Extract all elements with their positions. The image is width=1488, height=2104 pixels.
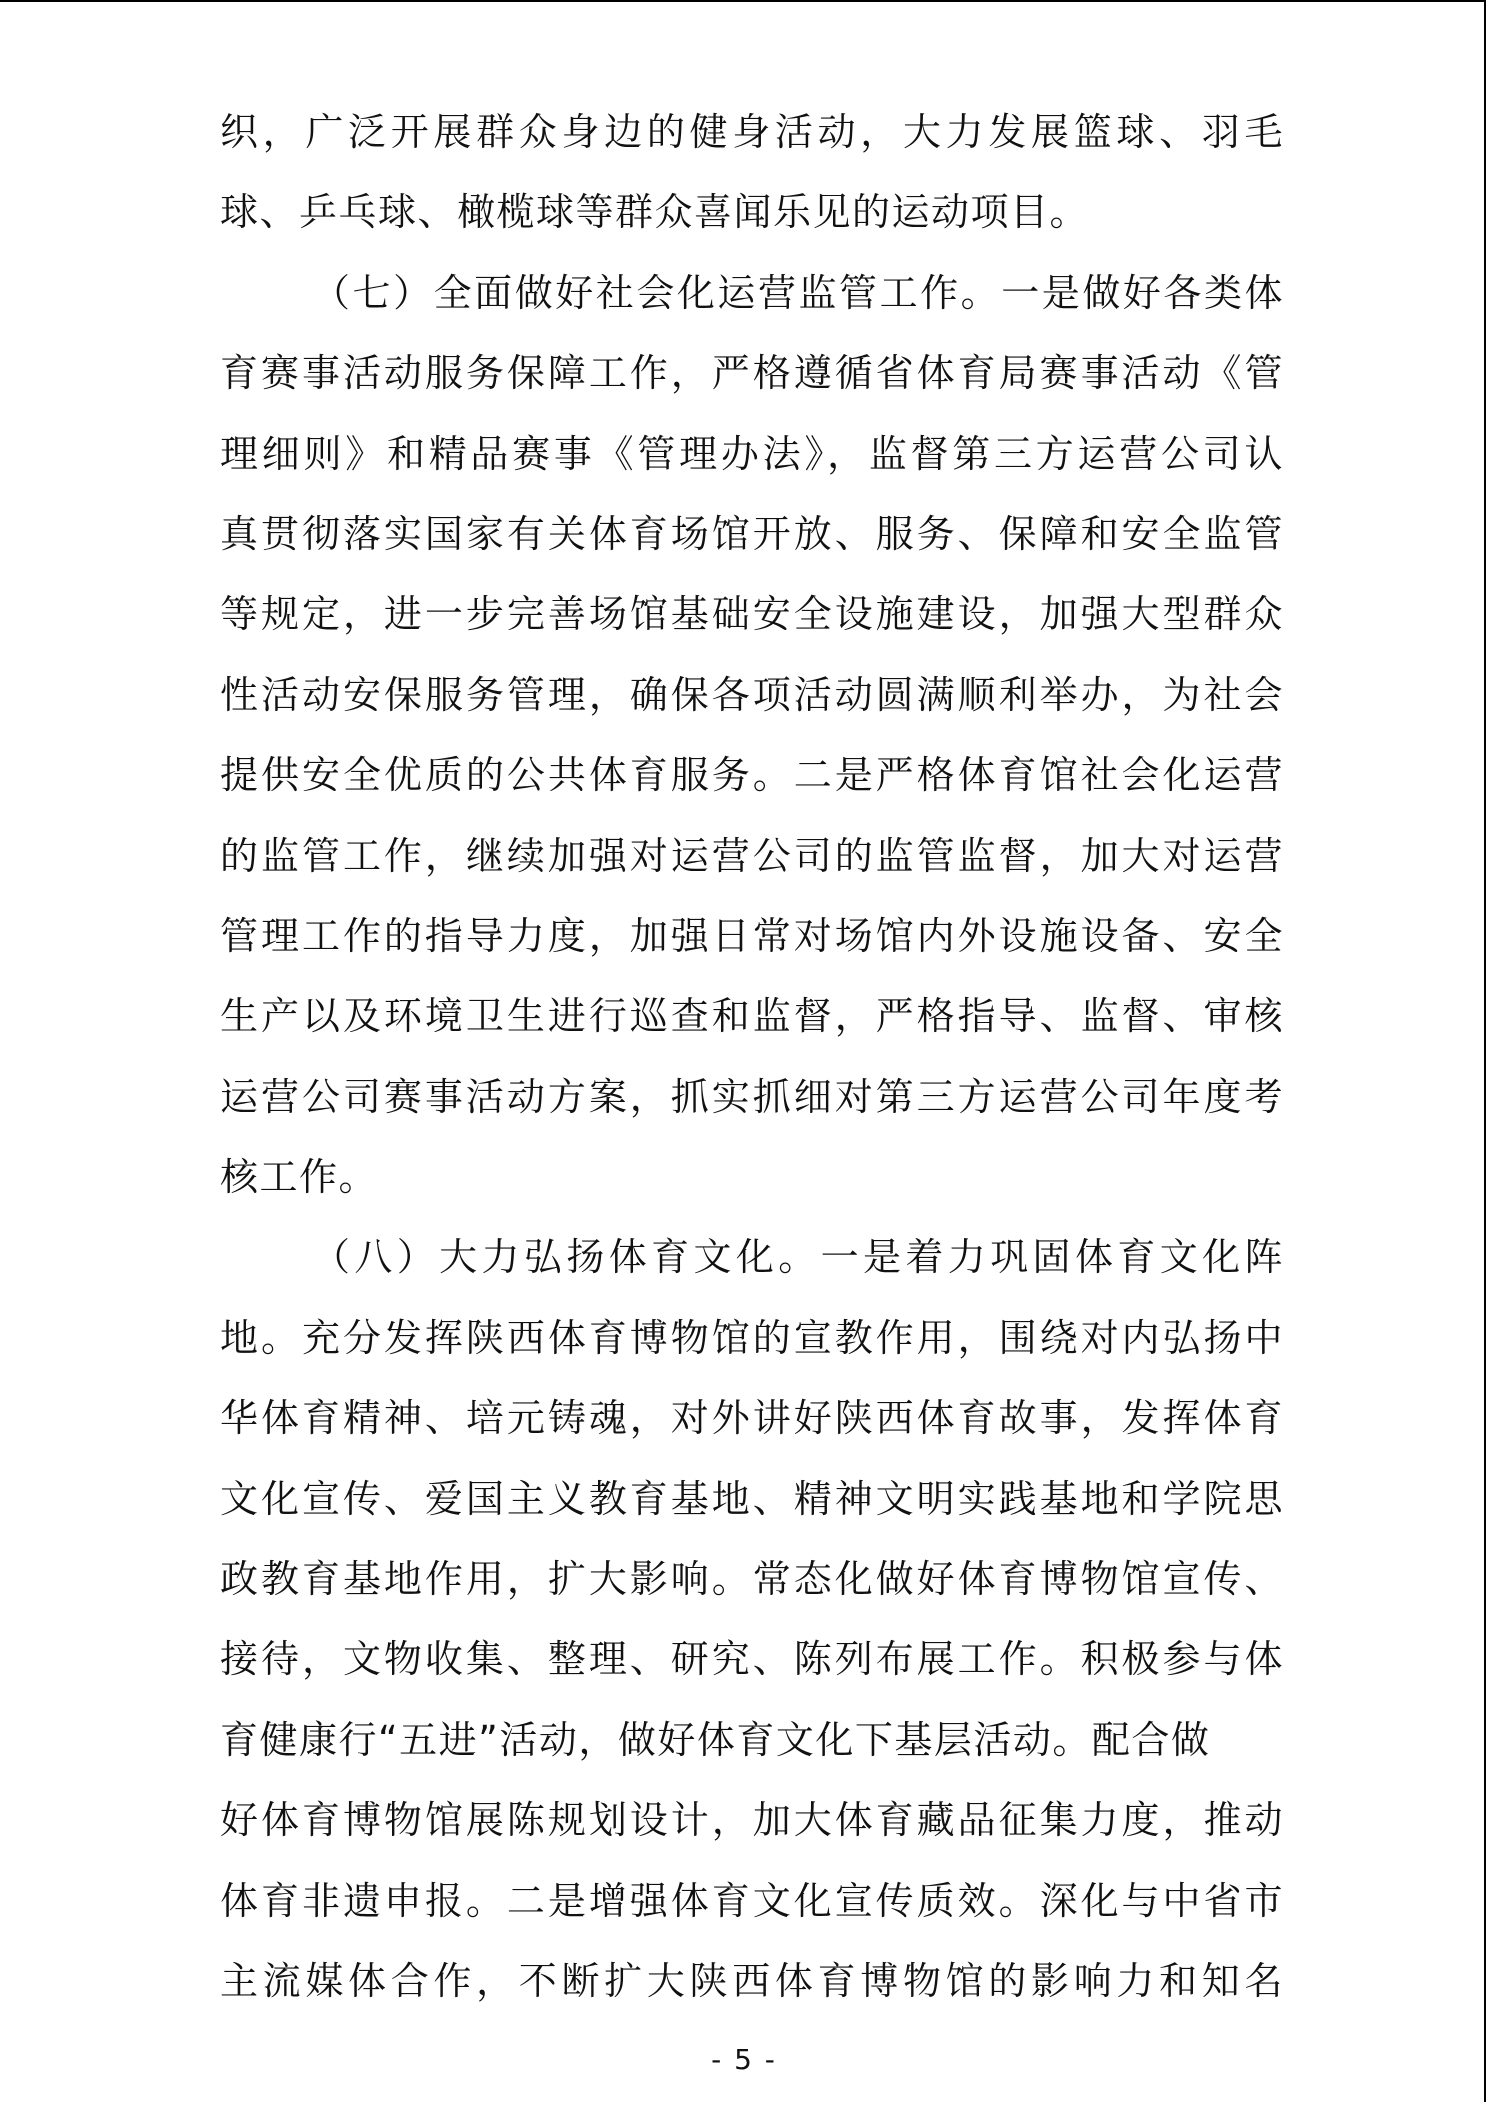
text-line: 政教育基地作用，扩大影响。常态化做好体育博物馆宣传、 — [220, 1557, 1284, 1602]
page-number: - 5 - — [711, 2043, 777, 2076]
text-line: 华体育精神、培元铸魂，对外讲好陕西体育故事，发挥体育 — [220, 1396, 1284, 1441]
text-line: 地。充分发挥陕西体育博物馆的宣教作用，围绕对内弘扬中 — [220, 1315, 1284, 1360]
section-heading-line: （七）全面做好社会化运营监管工作。一是做好各类体 — [312, 270, 1284, 315]
text-line: 织，广泛开展群众身边的健身活动，大力发展篮球、羽毛 — [220, 110, 1284, 154]
text-line: 文化宣传、爱国主义教育基地、精神文明实践基地和学院思 — [220, 1476, 1284, 1521]
text-line: 主流媒体合作，不断扩大陕西体育博物馆的影响力和知名 — [220, 1958, 1284, 2003]
text-line: 育健康行“五进”活动，做好体育文化下基层活动。配合做 — [220, 1717, 1211, 1762]
text-line: 接待，文物收集、整理、研究、陈列布展工作。积极参与体 — [220, 1637, 1284, 1682]
text-line: 等规定，进一步完善场馆基础安全设施建设，加强大型群众 — [220, 592, 1284, 637]
text-line: 核工作。 — [220, 1155, 379, 1200]
text-line: 生产以及环境卫生进行巡查和监督，严格指导、监督、审核 — [220, 994, 1284, 1039]
text-line: 性活动安保服务管理，确保各项活动圆满顺利举办，为社会 — [220, 672, 1284, 717]
text-line: 好体育博物馆展陈规划设计，加大体育藏品征集力度，推动 — [220, 1798, 1284, 1843]
text-line: 管理工作的指导力度，加强日常对场馆内外设施设备、安全 — [220, 913, 1284, 958]
document-body — [220, 92, 1284, 2021]
section-heading-line: （八）大力弘扬体育文化。一是着力巩固体育文化阵 — [312, 1235, 1284, 1280]
text-line: 育赛事活动服务保障工作，严格遵循省体育局赛事活动《管 — [220, 351, 1284, 396]
text-line: 球、乒乓球、橄榄球等群众喜闻乐见的运动项目。 — [220, 190, 1090, 235]
text-line: 的监管工作，继续加强对运营公司的监管监督，加大对运营 — [220, 833, 1284, 878]
text-line: 真贯彻落实国家有关体育场馆开放、服务、保障和安全监管 — [220, 511, 1284, 556]
text-line: 体育非遗申报。二是增强体育文化宣传质效。深化与中省市 — [220, 1878, 1284, 1923]
text-line: 提供安全优质的公共体育服务。二是严格体育馆社会化运营 — [220, 753, 1284, 798]
text-line: 运营公司赛事活动方案，抓实抓细对第三方运营公司年度考 — [220, 1074, 1284, 1119]
text-line: 理细则》和精品赛事《管理办法》，监督第三方运营公司认 — [220, 431, 1284, 476]
